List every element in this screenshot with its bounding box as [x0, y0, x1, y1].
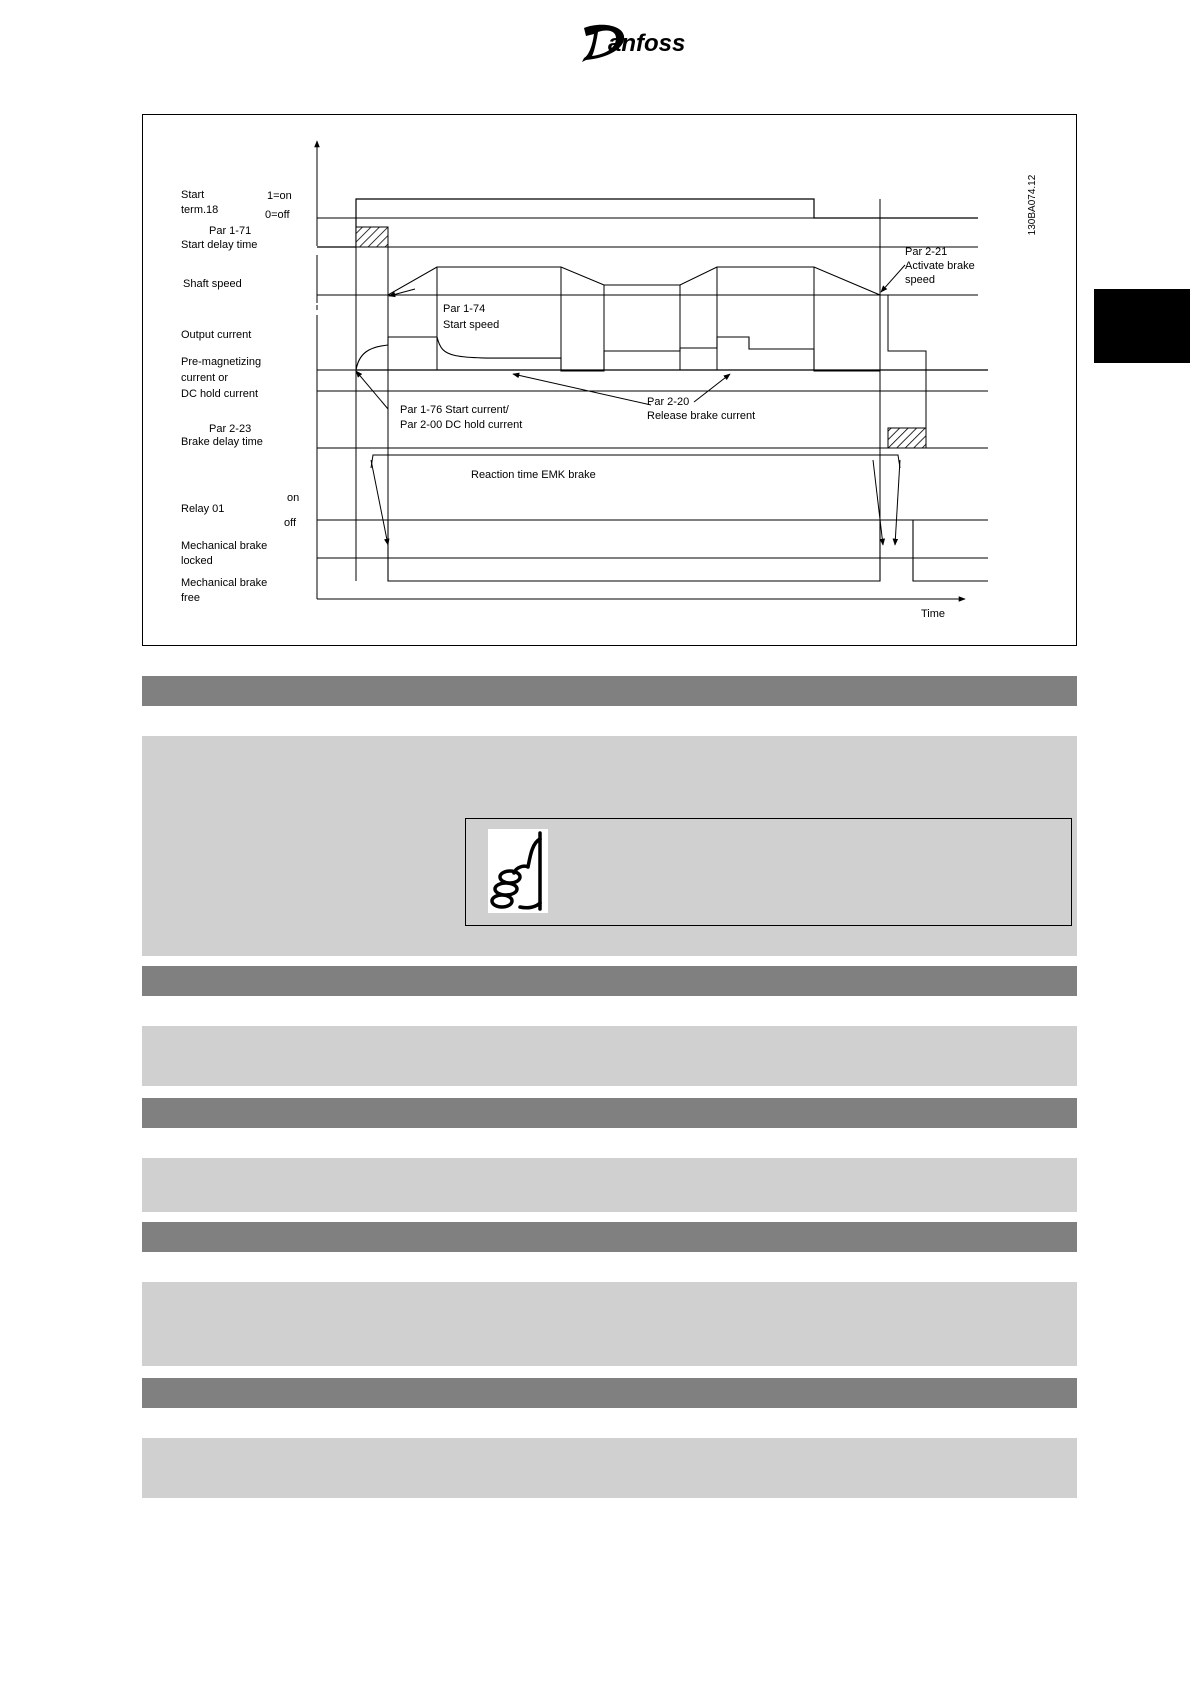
label-relay-on: on: [287, 492, 300, 504]
section-header-3: [142, 1098, 1077, 1128]
annot-par-1-76: Par 1-76 Start current/: [400, 404, 509, 416]
section-header-2: [142, 966, 1077, 996]
section-body-4: [142, 1282, 1077, 1366]
annot-par-2-20: Par 2-20: [647, 396, 690, 408]
svg-text:anfoss: anfoss: [608, 30, 686, 57]
label-par-2-23: Par 2-23: [209, 423, 252, 435]
annot-start-speed: Start speed: [443, 319, 500, 331]
label-shaft-speed: Shaft speed: [183, 278, 242, 290]
note-hand-icon: [488, 829, 548, 913]
output-current-curve: [356, 337, 880, 371]
start-signal: [317, 199, 978, 247]
label-premag-2: current or: [181, 372, 229, 384]
label-term18: term.18: [181, 204, 219, 216]
annot-par-1-74: Par 1-74: [443, 303, 486, 315]
danfoss-logo: [578, 18, 696, 68]
diagram-id-code: 130BA074.12: [1027, 174, 1038, 236]
label-mech-free-2: free: [181, 592, 200, 604]
relay-signal: [317, 520, 988, 581]
timing-diagram-svg: [143, 115, 1078, 647]
note-box: [465, 818, 1072, 926]
label-brake-delay: Brake delay time: [181, 436, 263, 448]
label-start: Start: [181, 189, 205, 201]
label-time: Time: [921, 608, 946, 620]
label-mech-locked-1: Mechanical brake: [181, 540, 268, 552]
annot-speed: speed: [905, 274, 935, 286]
shaft-speed-curve: [356, 267, 880, 295]
label-relay-01: Relay 01: [181, 503, 225, 515]
label-premag-3: DC hold current: [181, 388, 259, 400]
section-header-5: [142, 1378, 1077, 1408]
label-premag-1: Pre-magnetizing: [181, 356, 262, 368]
section-header-1: [142, 676, 1077, 706]
annot-reaction-time: Reaction time EMK brake: [471, 469, 596, 481]
annot-activate-brake: Activate brake: [905, 260, 975, 272]
section-body-2: [142, 1026, 1077, 1086]
label-mech-locked-2: locked: [181, 555, 213, 567]
annot-release-brake: Release brake current: [647, 410, 756, 422]
brake-delay-hatch: [888, 428, 926, 448]
annot-par-2-00: Par 2-00 DC hold current: [400, 419, 523, 431]
section-header-4: [142, 1222, 1077, 1252]
label-mech-free-1: Mechanical brake: [181, 577, 268, 589]
label-start-delay: Start delay time: [181, 239, 258, 251]
label-output-current: Output current: [181, 329, 252, 341]
label-relay-off: off: [284, 517, 297, 529]
label-on-state: 1=on: [267, 190, 292, 202]
start-delay-hatch: [356, 227, 388, 247]
section-body-3: [142, 1158, 1077, 1212]
label-off-state: 0=off: [265, 209, 290, 221]
brake-timing-diagram: [142, 114, 1077, 646]
label-par-1-71: Par 1-71: [209, 225, 252, 237]
chapter-tab: [1094, 289, 1190, 363]
annot-par-2-21: Par 2-21: [905, 246, 948, 258]
section-body-5: [142, 1438, 1077, 1498]
